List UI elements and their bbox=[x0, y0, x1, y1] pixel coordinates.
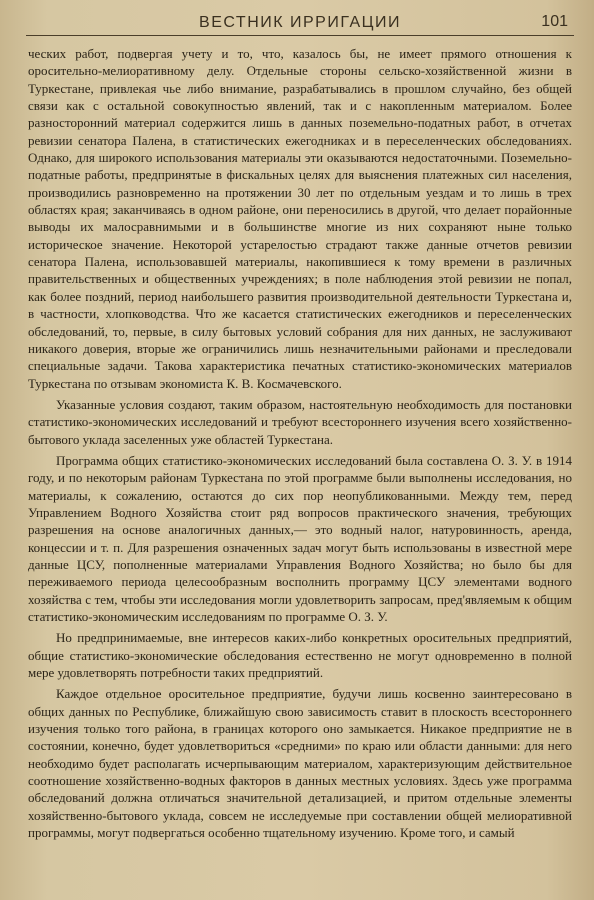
article-body bbox=[28, 45, 572, 841]
paragraph-1: ческих работ, подвергая учету и то, что, казалось бы, не имеет прямого отношения к оросительно-мелиоративному делу. Отдельные стороны сельско-хозяйственной жизни в Туркестане, привлекая чье либо внимание, разрабатывались в прошлом случайно, без общей связи как с остальной совокупностью явлений, так и с накопленным материалом. Более разносторонний материал содержится лишь в данных поземельно-податных работ, в отчетах ревизии сенатора Палена, в статистических ежегодниках и в переселенческих обследованиях. Однако, для широкого использования материалы эти оказываются недостаточными. Поземельно-податные работы, предпринятые в фискальных целях для выяснения платежных сил населения, производились разновременно на протяжении 30 лет по отдельным уездам и то лишь в трех областях края; заканчиваясь в одном районе, они переносились в другой, что делает порайонные выводы их малосравнимыми и в большинстве многие из них сохраняют ныне только историческое значение. Некоторой устарелостью страдают также данные отчетов ревизии сенатора Палена, использовавшей материалы, накопившиеся к тому времени в различных правительственных и общественных учреждениях; в поле наблюдения этой ревизии не попал, как более поздний, период наибольшего развития производительной деятельности Туркестана и, в частности, хлопководства. Что же касается статистических ежегодников и переселенческих обследований, то, первые, в силу бытовых условий собрания для них данных, не заслуживают никакого доверия, вторые же ограничились лишь незначительными районами и преследовали специальные задачи. Такова характеристика печатных статистико-экономических материалов Туркестана по отзывам экономиста К. В. Космачевского. bbox=[28, 46, 572, 391]
paragraph-4: Но предпринимаемые, вне интересов каких-либо конкретных оросительных предприятий, общие статистико-экономические обследования естественно не могут одновременно в полной мере удовлетворять потребности таких предприятий. bbox=[28, 630, 572, 681]
paragraph-2: Указанные условия создают, таким образом, настоятельную необходимость для постановки статистико-экономических исследований и требуют всестороннего изучения всего хозяйственно-бытового уклада заселенных уже областей Туркестана. bbox=[28, 396, 572, 447]
page-number: 101 bbox=[541, 13, 568, 30]
header-rule bbox=[26, 35, 574, 36]
running-header bbox=[26, 10, 574, 36]
paragraph-3: Программа общих статистико-экономических исследований была составлена О. З. У. в 1914 году, и по некоторым районам Туркестана по этой программе были выполнены исследования, но материалы, к сожалению, остаются до сих пор неопубликованными. Между тем, перед Управлением Водного Хозяйства стоит ряд вопросов практического значения, требующих разрешения на основе аналогичных данных,— это водный налог, натуровинность, аренда, концессии и т. п. Для разрешения означенных задач могут быть использованы в известной мере данные ЦСУ, пополненные материалами Управления Водного Хозяйства; но было бы для переживаемого периода целесообразным восполнить программу ЦСУ элементами водного хозяйства с тем, чтобы эти исследования могли удовлетворить запросам, пред'являемым к общим статистико-экономическим исследованиям по программе О. З. У. bbox=[28, 452, 572, 624]
journal-title: ВЕСТНИК ИРРИГАЦИИ bbox=[199, 14, 401, 31]
paragraph-5: Каждое отдельное оросительное предприятие, будучи лишь косвенно заинтересовано в общих данных по Республике, ближайшую свою зависимость ставит в плоскость всестороннего изучения только того района, в границах которого оно замыкается. Никакое предприятие не в состоянии, конечно, будет удовлетвориться «средними» по краю или области данными: для него необходимо будет располагать исчерпывающим материалом, характеризующим действительное соотношение хозяйственно-водных факторов в данных местных условиях. Здесь уже программа обследований должна отличаться значительной детализацией, и притом отдельные элементы хозяйственно-бытового уклада, совсем не исследуемые при составлении общей мелиоративной программы, могут подвергаться особенно тщательному изучению. Кроме того, и самый bbox=[28, 686, 572, 841]
